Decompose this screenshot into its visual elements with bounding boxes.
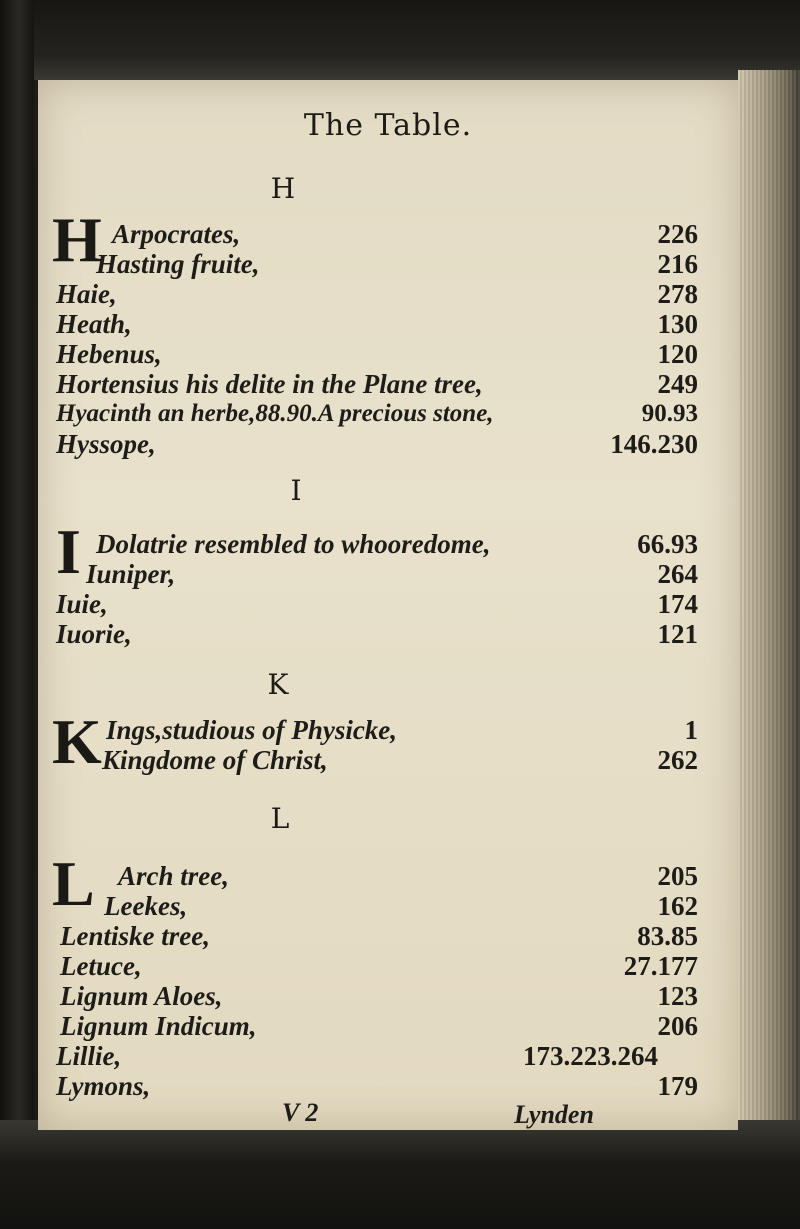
book-page-edges bbox=[738, 70, 800, 1140]
entry-term: Haie, bbox=[56, 279, 117, 309]
entry-term: Arpocrates, bbox=[112, 219, 241, 249]
entry-term: Lymons, bbox=[56, 1071, 151, 1101]
entry-pages: 206 bbox=[657, 1011, 698, 1041]
section-letter-l: L bbox=[270, 802, 290, 835]
entry-pages: 130 bbox=[657, 309, 698, 339]
index-entry bbox=[38, 616, 738, 652]
entry-term: Heath, bbox=[56, 309, 132, 339]
entry-term: Leekes, bbox=[104, 891, 188, 921]
entry-pages: 27.177 bbox=[623, 951, 698, 981]
section-letter-i: I bbox=[290, 474, 302, 507]
entry-pages: 1 bbox=[684, 715, 698, 745]
scan-background-left bbox=[0, 0, 34, 1229]
index-entry bbox=[38, 742, 738, 778]
entry-pages: 66.93 bbox=[637, 529, 698, 559]
entry-pages: 262 bbox=[657, 745, 698, 775]
drop-capital-l: L bbox=[52, 848, 95, 919]
signature-mark: V 2 bbox=[282, 1098, 319, 1127]
entry-pages: 174 bbox=[657, 589, 698, 619]
entry-pages: 226 bbox=[657, 219, 698, 249]
drop-capital-h: H bbox=[52, 204, 102, 275]
entry-term: Lillie, bbox=[56, 1041, 122, 1071]
entry-term: Hyacinth an herbe,88.90.A precious stone, bbox=[56, 400, 494, 427]
entry-pages: 173.223.264 bbox=[523, 1041, 658, 1071]
entry-term: Iuorie, bbox=[56, 619, 132, 649]
entry-term: Kingdome of Christ, bbox=[102, 745, 328, 775]
page-title: The Table. bbox=[303, 108, 473, 143]
drop-capital-k: K bbox=[52, 706, 102, 777]
entry-pages: 120 bbox=[657, 339, 698, 369]
entry-term: Hyssope, bbox=[56, 429, 156, 459]
catchword: Lynden bbox=[514, 1100, 594, 1129]
index-entry bbox=[38, 426, 738, 462]
entry-term: Arch tree, bbox=[118, 861, 229, 891]
scan-background-top bbox=[0, 0, 800, 80]
entry-term: Hebenus, bbox=[56, 339, 162, 369]
index-entry bbox=[38, 1068, 738, 1104]
entry-term: Iuniper, bbox=[86, 559, 176, 589]
entry-term: Lignum Indicum, bbox=[60, 1011, 257, 1041]
entry-term: Hasting fruite, bbox=[96, 249, 260, 279]
book-page bbox=[38, 80, 738, 1130]
scan-background-bottom bbox=[0, 1120, 800, 1229]
entry-pages: 179 bbox=[657, 1071, 698, 1101]
drop-capital-i: I bbox=[56, 516, 81, 587]
entry-pages: 278 bbox=[657, 279, 698, 309]
entry-pages: 90.93 bbox=[641, 400, 698, 427]
entry-pages: 83.85 bbox=[637, 921, 698, 951]
entry-pages: 264 bbox=[657, 559, 698, 589]
entry-term: Iuie, bbox=[56, 589, 108, 619]
entry-term: Dolatrie resembled to whooredome, bbox=[96, 529, 491, 559]
entry-pages: 205 bbox=[657, 861, 698, 891]
entry-term: Hortensius his delite in the Plane tree, bbox=[56, 369, 483, 399]
entry-pages: 249 bbox=[657, 369, 698, 399]
section-letter-k: K bbox=[267, 668, 289, 701]
entry-pages: 216 bbox=[657, 249, 698, 279]
entry-pages: 162 bbox=[657, 891, 698, 921]
section-letter-h: H bbox=[270, 172, 296, 205]
entry-pages: 123 bbox=[657, 981, 698, 1011]
entry-term: Ings,studious of Physicke, bbox=[106, 715, 398, 745]
entry-term: Letuce, bbox=[60, 951, 142, 981]
entry-pages: 121 bbox=[657, 619, 698, 649]
entry-term: Lentiske tree, bbox=[60, 921, 210, 951]
entry-pages: 146.230 bbox=[610, 429, 698, 459]
entry-term: Lignum Aloes, bbox=[60, 981, 223, 1011]
